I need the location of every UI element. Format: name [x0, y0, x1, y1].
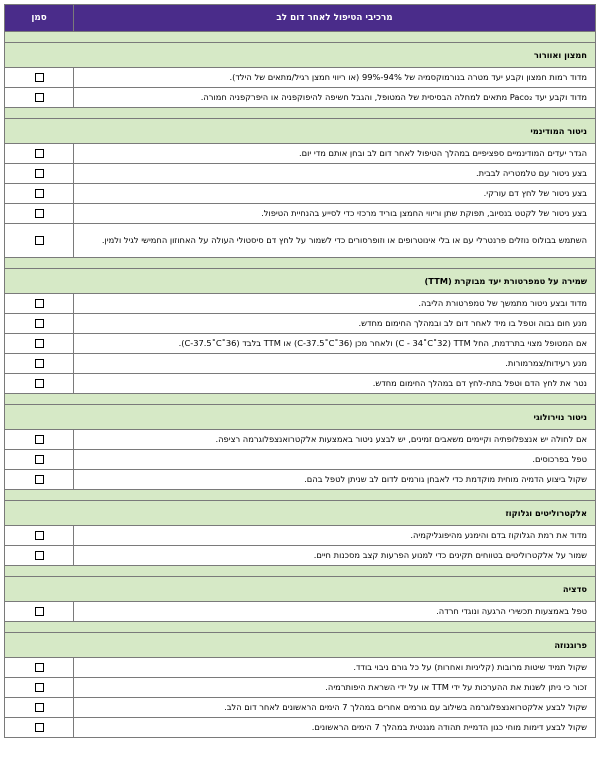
section-spacer	[5, 394, 596, 405]
checklist-row	[5, 144, 596, 164]
checkbox[interactable]	[35, 93, 44, 102]
checklist-row	[5, 430, 596, 450]
checkbox-cell	[5, 294, 74, 314]
section-title: ניטור נוירולוגי	[5, 405, 596, 430]
checklist-item-text: שקול לבצע דימות מוחי כגון הדמיית תהודה מגנטית במהלך 7 הימים הראשונים.	[74, 718, 596, 738]
checklist-item-text: טפל בפרכוסים.	[74, 450, 596, 470]
section-spacer	[5, 622, 596, 633]
section-spacer	[5, 108, 596, 119]
checklist-row	[5, 546, 596, 566]
checkbox[interactable]	[35, 339, 44, 348]
checklist-row	[5, 354, 596, 374]
checkbox[interactable]	[35, 723, 44, 732]
checklist-item-text: שמור על אלקטרוליטים בטווחים תקינים כדי למנוע הפרעות קצב מסכנות חיים.	[74, 546, 596, 566]
checklist-item-text: טפל באמצעות תכשירי הרגעה ונוגדי חרדה.	[74, 602, 596, 622]
checkbox[interactable]	[35, 359, 44, 368]
checklist-row	[5, 718, 596, 738]
checkbox-cell	[5, 224, 74, 258]
section-title: אלקטרוליטים וגלוקוז	[5, 501, 596, 526]
checklist-item-text: מדוד רמות חמצון וקבע יעד מטרה בנורמוקסמיה של 94%-99% (או ריווי חמצן רגיל/מתאים של הילד).	[74, 68, 596, 88]
checkbox-cell	[5, 144, 74, 164]
checklist-item-text: מנע רעידות/צמרמורות.	[74, 354, 596, 374]
checkbox-cell	[5, 450, 74, 470]
checklist-row	[5, 678, 596, 698]
section-spacer	[5, 566, 596, 577]
checkbox-cell	[5, 658, 74, 678]
section-spacer-cell	[5, 490, 596, 501]
checklist-item-text: בצע ניטור עם טלמטריה לבבית.	[74, 164, 596, 184]
checklist-row	[5, 294, 596, 314]
section-spacer-cell	[5, 394, 596, 405]
checkbox-cell	[5, 602, 74, 622]
section-title: פרוגנוזה	[5, 633, 596, 658]
section-spacer-cell	[5, 108, 596, 119]
checklist-row	[5, 526, 596, 546]
checkbox-cell	[5, 88, 74, 108]
checklist-item-text: שקול לבצע אלקטרואנצפלוגרמה בשילוב עם גורמים אחרים במהלך 7 הימים הראשונים לאחר דום הלב.	[74, 698, 596, 718]
checklist-item-text: מדוד ובצע ניטור מתמשך של טמפרטורת הליבה.	[74, 294, 596, 314]
checkbox[interactable]	[35, 236, 44, 245]
section-spacer	[5, 490, 596, 501]
table-header-row	[5, 5, 596, 32]
checkbox[interactable]	[35, 435, 44, 444]
checkbox[interactable]	[35, 455, 44, 464]
checklist-item-text: אם המטופל מצוי בתרדמת, החל TTM ‏(32˚C - 34˚C) ולאחר מכן (36˚C-37.5˚C) או TTM בלבד (36˚C-37.5˚C).	[74, 334, 596, 354]
checkbox[interactable]	[35, 169, 44, 178]
checklist-table	[4, 4, 596, 738]
checkbox[interactable]	[35, 209, 44, 218]
checklist-row	[5, 88, 596, 108]
checkbox[interactable]	[35, 683, 44, 692]
section-title: ניטור המודינמי	[5, 119, 596, 144]
checklist-row	[5, 204, 596, 224]
checkbox[interactable]	[35, 73, 44, 82]
mark-column-header: סמן	[5, 5, 74, 32]
checkbox[interactable]	[35, 299, 44, 308]
checkbox-cell	[5, 698, 74, 718]
checklist-row	[5, 164, 596, 184]
checklist-row	[5, 334, 596, 354]
table-title: מרכיבי הטיפול לאחר דום לב	[74, 5, 596, 32]
section-spacer-cell	[5, 566, 596, 577]
checklist-item-text: מדוד את רמת הגלוקוז בדם והימנע מהיפוגליקמיה.	[74, 526, 596, 546]
checkbox[interactable]	[35, 531, 44, 540]
checklist-item-text: נטר את לחץ הדם וטפל בתת-לחץ דם במהלך החימום מחדש.	[74, 374, 596, 394]
checkbox[interactable]	[35, 319, 44, 328]
post-arrest-checklist	[4, 4, 596, 738]
section-header-row	[5, 501, 596, 526]
checkbox-cell	[5, 430, 74, 450]
checklist-row	[5, 314, 596, 334]
checkbox[interactable]	[35, 475, 44, 484]
checklist-item-text: מדוד וקבע יעד Paco₂ מתאים למחלה הבסיסית של המטופל, והגבל חשיפה להיפוקפניה או היפרקפניה חמורה.	[74, 88, 596, 108]
section-header-row	[5, 577, 596, 602]
checkbox-cell	[5, 546, 74, 566]
checklist-row	[5, 658, 596, 678]
section-spacer-cell	[5, 258, 596, 269]
section-header-row	[5, 43, 596, 68]
checkbox-cell	[5, 204, 74, 224]
checklist-row	[5, 470, 596, 490]
checkbox[interactable]	[35, 379, 44, 388]
section-header-row	[5, 119, 596, 144]
checklist-row	[5, 184, 596, 204]
checkbox-cell	[5, 164, 74, 184]
checkbox-cell	[5, 68, 74, 88]
checklist-item-text: מנע חום גבוה וטפל בו מיד לאחר דום לב ובמהלך החימום מחדש.	[74, 314, 596, 334]
checklist-item-text: השתמש בבולוס נוזלים פרנטרלי עם או בלי אינוטרופים או וזופרסורים כדי לשמור על לחץ דם סיסטולי העולה על האחוזון החמישי לגיל ולמין.	[74, 224, 596, 258]
section-spacer-cell	[5, 622, 596, 633]
checkbox-cell	[5, 374, 74, 394]
checkbox[interactable]	[35, 189, 44, 198]
checklist-item-text: זכור כי ניתן לשנות את ההערכות על ידי TTM או על ידי השראת היפותרמיה.	[74, 678, 596, 698]
checklist-row	[5, 450, 596, 470]
section-header-row	[5, 405, 596, 430]
section-header-row	[5, 269, 596, 294]
checklist-row	[5, 68, 596, 88]
checklist-row	[5, 224, 596, 258]
checklist-item-text: בצע ניטור של לקטט בנסיוב, תפוקת שתן וריווי החמצן בוריד מרכזי כדי לסייע בהנחיית הטיפול.	[74, 204, 596, 224]
section-spacer-cell	[5, 32, 596, 43]
checklist-item-text: הגדר יעדים המודינמיים ספציפיים במהלך הטיפול לאחר דום לב ובחן אותם מדי יום.	[74, 144, 596, 164]
checkbox-cell	[5, 314, 74, 334]
checkbox[interactable]	[35, 607, 44, 616]
checklist-item-text: בצע ניטור של לחץ דם עורקי.	[74, 184, 596, 204]
checklist-row	[5, 602, 596, 622]
checkbox-cell	[5, 678, 74, 698]
checkbox[interactable]	[35, 551, 44, 560]
checklist-row	[5, 698, 596, 718]
checklist-row	[5, 374, 596, 394]
section-spacer	[5, 258, 596, 269]
checkbox-cell	[5, 526, 74, 546]
section-title: סדציה	[5, 577, 596, 602]
checkbox-cell	[5, 334, 74, 354]
checkbox[interactable]	[35, 149, 44, 158]
section-title: חמצון ואוורור	[5, 43, 596, 68]
checklist-item-text: שקול תמיד שיטות מרובות (קליניות ואחרות) על כל גורם ניבוי בודד.	[74, 658, 596, 678]
section-spacer	[5, 32, 596, 43]
checklist-item-text: אם לחולה יש אנצפלופתיה וקיימים משאבים זמינים, יש לבצע ניטור באמצעות אלקטרואנצפלוגרמה רציפה.	[74, 430, 596, 450]
table-body	[5, 32, 596, 738]
checkbox[interactable]	[35, 663, 44, 672]
checklist-item-text: שקול ביצוע הדמיה מוחית מוקדמת כדי לאבחן גורמים לדום לב שניתן לטפל בהם.	[74, 470, 596, 490]
checkbox-cell	[5, 184, 74, 204]
checkbox-cell	[5, 470, 74, 490]
checkbox-cell	[5, 354, 74, 374]
section-title: שמירה על טמפרטורת יעד מבוקרת (TTM)	[5, 269, 596, 294]
checkbox[interactable]	[35, 703, 44, 712]
section-header-row	[5, 633, 596, 658]
checkbox-cell	[5, 718, 74, 738]
